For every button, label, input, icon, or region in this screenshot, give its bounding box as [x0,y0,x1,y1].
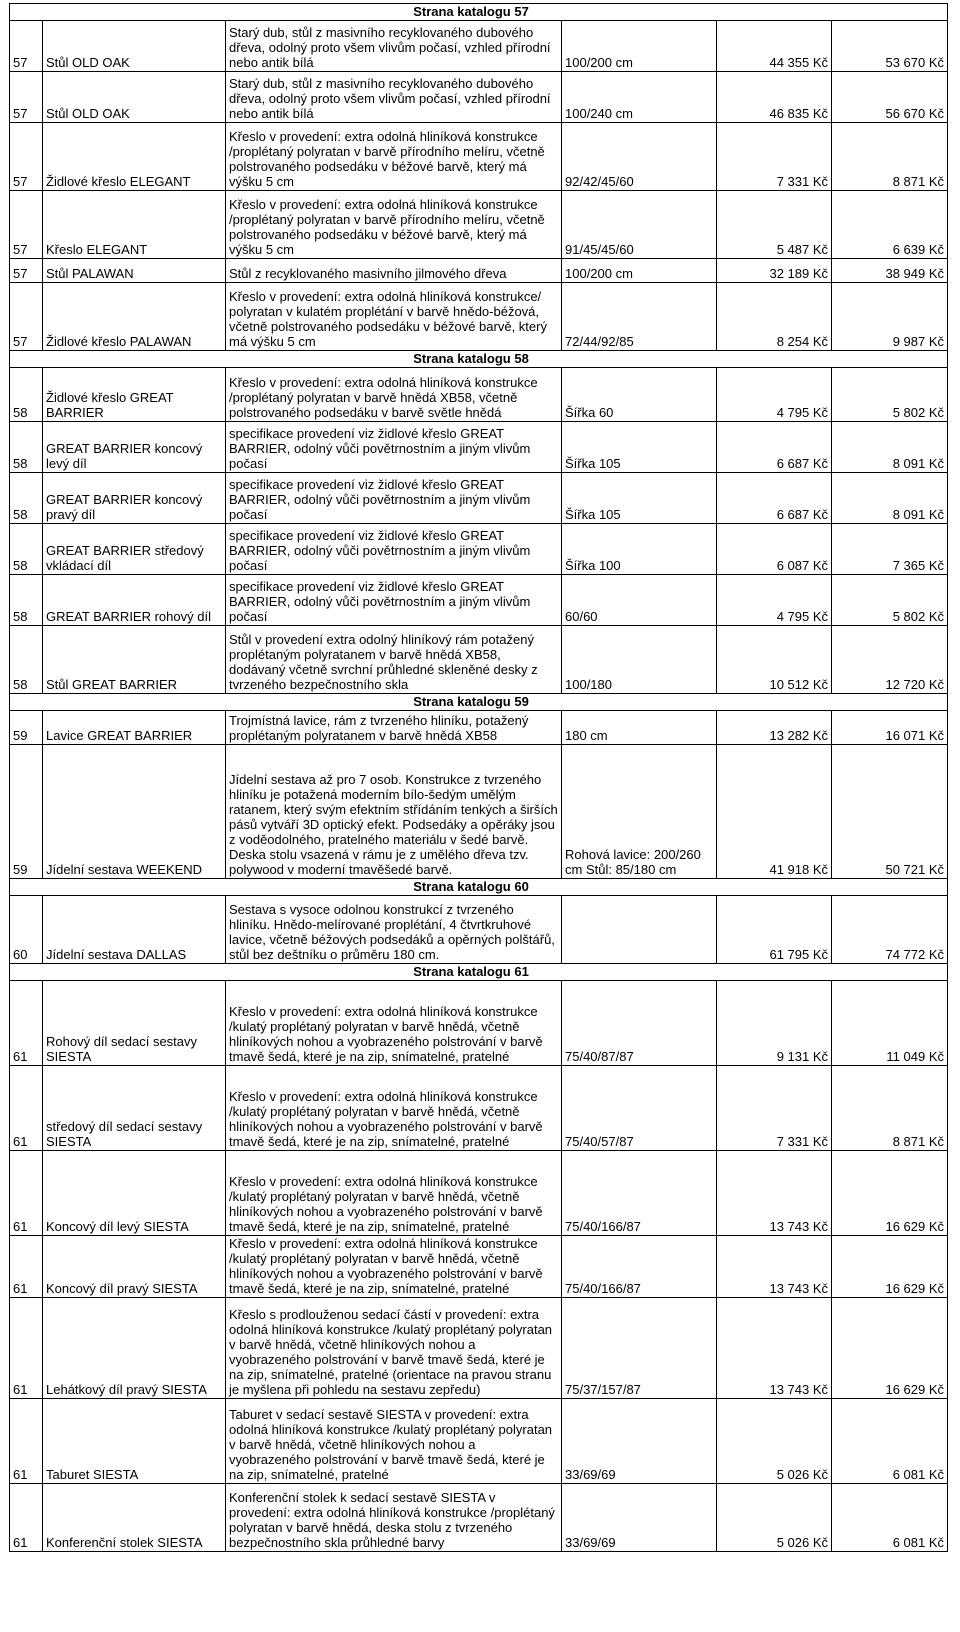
price-with-vat-cell: 16 629 Kč [832,1151,948,1236]
product-name-cell: středový díl sedací sestavy SIESTA [43,1066,226,1151]
price-without-vat-cell: 5 487 Kč [717,191,832,259]
price-without-vat-cell: 61 795 Kč [717,896,832,964]
section-heading: Strana katalogu 60 [226,879,717,896]
price-with-vat-cell: 74 772 Kč [832,896,948,964]
table-row [10,1151,948,1236]
product-name-cell: GREAT BARRIER koncový pravý díl [43,473,226,524]
product-description-cell: Křeslo v provedení: extra odolná hliníková konstrukce /proplétaný polyratan v barvě hnědá XB58, včetně polstrovaného podsedáku v barvě světle hnědá [226,368,562,422]
price-without-vat-cell: 7 331 Kč [717,123,832,191]
product-name-cell: Koncový díl levý SIESTA [43,1151,226,1236]
product-name-cell: Lavice GREAT BARRIER [43,711,226,745]
price-with-vat-cell: 16 071 Kč [832,711,948,745]
dimensions-cell [562,896,717,964]
product-description-cell: Konferenční stolek k sedací sestavě SIESTA v provedení: extra odolná hliníková konstrukce /proplétaný polyratan v barvě hnědá, deska stolu z tvrzeného bezpečnostního skla průhledné barvy [226,1484,562,1552]
table-row [10,283,948,351]
product-name-cell: Stůl OLD OAK [43,72,226,123]
price-with-vat-cell: 12 720 Kč [832,626,948,694]
dimensions-cell: 33/69/69 [562,1484,717,1552]
section-heading: Strana katalogu 57 [226,4,717,21]
product-name-cell: GREAT BARRIER středový vkládací díl [43,524,226,575]
price-with-vat-cell: 5 802 Kč [832,368,948,422]
catalog-page-cell: 61 [10,981,43,1066]
section-heading-row [10,964,948,981]
product-name-cell: Rohový díl sedací sestavy SIESTA [43,981,226,1066]
product-description-cell: Starý dub, stůl z masivního recyklovaného dubového dřeva, odolný proto všem vlivům počasí, vzhled přírodní nebo antik bílá [226,21,562,72]
product-name-cell: Jídelní sestava DALLAS [43,896,226,964]
price-without-vat-cell: 6 687 Kč [717,473,832,524]
product-description-cell: Křeslo v provedení: extra odolná hliníková konstrukce/ polyratan v kulatém proplétání v barvě hnědo-béžová, včetně polstrovaného podsedáku v béžové barvě, který má výšku 5 cm [226,283,562,351]
price-with-vat-cell: 7 365 Kč [832,524,948,575]
dimensions-cell: 72/44/92/85 [562,283,717,351]
price-without-vat-cell: 7 331 Kč [717,1066,832,1151]
price-with-vat-cell: 11 049 Kč [832,981,948,1066]
table-row [10,21,948,72]
dimensions-cell: 100/200 cm [562,259,717,283]
price-with-vat-cell: 8 871 Kč [832,1066,948,1151]
dimensions-cell: Šířka 105 [562,473,717,524]
table-row [10,72,948,123]
product-name-cell: GREAT BARRIER rohový díl [43,575,226,626]
price-without-vat-cell: 13 743 Kč [717,1151,832,1236]
section-heading-row [10,4,948,21]
product-description-cell: Křeslo v provedení: extra odolná hliníková konstrukce /proplétaný polyratan v barvě přírodního melíru, včetně polstrovaného podsedáku v béžové barvě, který má výšku 5 cm [226,191,562,259]
dimensions-cell: 92/42/45/60 [562,123,717,191]
dimensions-cell: 100/200 cm [562,21,717,72]
product-description-cell: Křeslo v provedení: extra odolná hliníková konstrukce /kulatý proplétaný polyratan v barvě hnědá, včetně hliníkových nohou a vyobrazeného polstrování v barvě tmavě šedá, které je na zip, snímatelné, pratelné [226,1066,562,1151]
price-without-vat-cell: 6 687 Kč [717,422,832,473]
product-description-cell: Taburet v sedací sestavě SIESTA v provedení: extra odolná hliníková konstrukce /kulatý proplétaný polyratan v barvě hnědá, včetně hliníkových nohou a vyobrazeného polstrování v barvě tmavě šedá, které je na zip, snímatelné, pratelné [226,1399,562,1484]
section-heading: Strana katalogu 58 [226,351,717,368]
dimensions-cell: 75/37/157/87 [562,1298,717,1399]
catalog-page-cell: 57 [10,123,43,191]
product-description-cell: Křeslo v provedení: extra odolná hliníková konstrukce /proplétaný polyratan v barvě přírodního melíru, včetně polstrovaného podsedáku v béžové barvě, který má výšku 5 cm [226,123,562,191]
price-with-vat-cell: 8 091 Kč [832,422,948,473]
dimensions-cell: 75/40/166/87 [562,1236,717,1298]
price-without-vat-cell: 5 026 Kč [717,1399,832,1484]
catalog-page-cell: 59 [10,745,43,879]
product-description-cell: Křeslo v provedení: extra odolná hliníková konstrukce /kulatý proplétaný polyratan v barvě hnědá, včetně hliníkových nohou a vyobrazeného polstrování v barvě tmavě šedá, které je na zip, snímatelné, pratelné [226,1236,562,1298]
price-without-vat-cell: 46 835 Kč [717,72,832,123]
dimensions-cell: 75/40/87/87 [562,981,717,1066]
product-name-cell: Židlové křeslo ELEGANT [43,123,226,191]
dimensions-cell: Rohová lavice: 200/260 cm Stůl: 85/180 cm [562,745,717,879]
section-heading-row [10,694,948,711]
catalog-page-cell: 60 [10,896,43,964]
table-row [10,981,948,1066]
section-heading: Strana katalogu 59 [226,694,717,711]
product-description-cell: specifikace provedení viz židlové křeslo GREAT BARRIER, odolný vůči povětrnostním a jiným vlivům počasí [226,575,562,626]
price-without-vat-cell: 41 918 Kč [717,745,832,879]
catalog-page-cell: 61 [10,1298,43,1399]
table-row [10,1066,948,1151]
product-description-cell: Křeslo s prodlouženou sedací částí v provedení: extra odolná hliníková konstrukce /kulatý proplétaný polyratan v barvě hnědá, včetně hliníkových nohou a vyobrazeného polstrování v barvě tmavě šedá, které je na zip, snímatelné, pratelné (orientace na pravou stranu je myšlena při pohledu na sestavu zepředu) [226,1298,562,1399]
table-row [10,1298,948,1399]
table-row [10,745,948,879]
table-row [10,123,948,191]
price-without-vat-cell: 44 355 Kč [717,21,832,72]
price-with-vat-cell: 56 670 Kč [832,72,948,123]
product-name-cell: Taburet SIESTA [43,1399,226,1484]
table-row [10,575,948,626]
table-row [10,524,948,575]
catalog-page-cell: 58 [10,368,43,422]
product-name-cell: GREAT BARRIER koncový levý díl [43,422,226,473]
price-with-vat-cell: 6 639 Kč [832,191,948,259]
price-with-vat-cell: 9 987 Kč [832,283,948,351]
product-name-cell: Jídelní sestava WEEKEND [43,745,226,879]
product-description-cell: Starý dub, stůl z masivního recyklovaného dubového dřeva, odolný proto všem vlivům počasí, vzhled přírodní nebo antik bílá [226,72,562,123]
product-description-cell: Sestava s vysoce odolnou konstrukcí z tvrzeného hliníku. Hnědo-melírované proplétání, 4 čtvrtkruhové lavice, včetně béžových podsedáků a opěrných polštářů, stůl bez deštníku o průměru 180 cm. [226,896,562,964]
product-name-cell: Stůl OLD OAK [43,21,226,72]
catalog-page-cell: 58 [10,422,43,473]
section-heading-row [10,351,948,368]
dimensions-cell: 91/45/45/60 [562,191,717,259]
product-description-cell: Křeslo v provedení: extra odolná hliníková konstrukce /kulatý proplétaný polyratan v barvě hnědá, včetně hliníkových nohou a vyobrazeného polstrování v barvě tmavě šedá, které je na zip, snímatelné, pratelné [226,1151,562,1236]
dimensions-cell: 75/40/166/87 [562,1151,717,1236]
product-name-cell: Stůl PALAWAN [43,259,226,283]
product-description-cell: Stůl z recyklovaného masivního jilmového dřeva [226,259,562,283]
price-table [9,3,948,1552]
price-without-vat-cell: 4 795 Kč [717,368,832,422]
dimensions-cell: 60/60 [562,575,717,626]
catalog-page-cell: 58 [10,473,43,524]
product-description-cell: specifikace provedení viz židlové křeslo GREAT BARRIER, odolný vůči povětrnostním a jiným vlivům počasí [226,524,562,575]
catalog-page-cell: 59 [10,711,43,745]
dimensions-cell: 100/240 cm [562,72,717,123]
product-name-cell: Koncový díl pravý SIESTA [43,1236,226,1298]
catalog-page-cell: 58 [10,524,43,575]
dimensions-cell: 75/40/57/87 [562,1066,717,1151]
catalog-page-cell: 58 [10,626,43,694]
product-name-cell: Stůl GREAT BARRIER [43,626,226,694]
table-row [10,191,948,259]
product-description-cell: Trojmístná lavice, rám z tvrzeného hliníku, potažený proplétaným polyratanem v barvě hnědá XB58 [226,711,562,745]
price-without-vat-cell: 8 254 Kč [717,283,832,351]
product-description-cell: specifikace provedení viz židlové křeslo GREAT BARRIER, odolný vůči povětrnostním a jiným vlivům počasí [226,422,562,473]
price-with-vat-cell: 53 670 Kč [832,21,948,72]
price-list-sheet [9,3,947,1552]
catalog-page-cell: 61 [10,1399,43,1484]
price-without-vat-cell: 9 131 Kč [717,981,832,1066]
price-with-vat-cell: 8 091 Kč [832,473,948,524]
price-without-vat-cell: 4 795 Kč [717,575,832,626]
price-with-vat-cell: 16 629 Kč [832,1236,948,1298]
price-with-vat-cell: 6 081 Kč [832,1399,948,1484]
product-name-cell: Konferenční stolek SIESTA [43,1484,226,1552]
catalog-page-cell: 58 [10,575,43,626]
price-with-vat-cell: 5 802 Kč [832,575,948,626]
table-row [10,473,948,524]
price-table-body [10,4,948,1552]
dimensions-cell: Šířka 60 [562,368,717,422]
product-name-cell: Židlové křeslo GREAT BARRIER [43,368,226,422]
price-without-vat-cell: 10 512 Kč [717,626,832,694]
catalog-page-cell: 57 [10,72,43,123]
price-without-vat-cell: 13 743 Kč [717,1298,832,1399]
price-with-vat-cell: 38 949 Kč [832,259,948,283]
price-with-vat-cell: 6 081 Kč [832,1484,948,1552]
dimensions-cell: Šířka 105 [562,422,717,473]
product-description-cell: Stůl v provedení extra odolný hliníkový rám potažený proplétaným polyratanem v barvě hnědá XB58, dodávaný včetně svrchní průhledné skleněné desky z tvrzeného bezpečnostního skla [226,626,562,694]
price-without-vat-cell: 13 743 Kč [717,1236,832,1298]
section-heading-row [10,879,948,896]
catalog-page-cell: 57 [10,283,43,351]
price-with-vat-cell: 50 721 Kč [832,745,948,879]
product-description-cell: Jídelní sestava až pro 7 osob. Konstrukce z tvrzeného hliníku je potažená moderním bílo-šedým umělým ratanem, který svým efektním střídáním tenkých a širších pásů vytváří 3D optický efekt. Podsedáky a opěráky jsou z voděodolného, pratelného materiálu v šedé barvě. Deska stolu vsazená v rámu je z umělého dřeva tzv. polywood v moderní tmavěšedé barvě. [226,745,562,879]
price-without-vat-cell: 6 087 Kč [717,524,832,575]
table-row [10,896,948,964]
table-row [10,1399,948,1484]
dimensions-cell: 33/69/69 [562,1399,717,1484]
dimensions-cell: Šířka 100 [562,524,717,575]
catalog-page-cell: 57 [10,191,43,259]
price-with-vat-cell: 16 629 Kč [832,1298,948,1399]
section-heading: Strana katalogu 61 [226,964,717,981]
product-description-cell: specifikace provedení viz židlové křeslo GREAT BARRIER, odolný vůči povětrnostním a jiným vlivům počasí [226,473,562,524]
dimensions-cell: 100/180 [562,626,717,694]
catalog-page-cell: 61 [10,1151,43,1236]
catalog-page-cell: 61 [10,1236,43,1298]
product-name-cell: Křeslo ELEGANT [43,191,226,259]
table-row [10,368,948,422]
table-row [10,1484,948,1552]
catalog-page-cell: 61 [10,1484,43,1552]
dimensions-cell: 180 cm [562,711,717,745]
table-row [10,259,948,283]
table-row [10,1236,948,1298]
product-name-cell: Lehátkový díl pravý SIESTA [43,1298,226,1399]
price-without-vat-cell: 5 026 Kč [717,1484,832,1552]
table-row [10,711,948,745]
catalog-page-cell: 57 [10,259,43,283]
table-row [10,626,948,694]
catalog-page-cell: 61 [10,1066,43,1151]
product-description-cell: Křeslo v provedení: extra odolná hliníková konstrukce /kulatý proplétaný polyratan v barvě hnědá, včetně hliníkových nohou a vyobrazeného polstrování v barvě tmavě šedá, které je na zip, snímatelné, pratelné [226,981,562,1066]
product-name-cell: Židlové křeslo PALAWAN [43,283,226,351]
table-row [10,422,948,473]
catalog-page-cell: 57 [10,21,43,72]
price-without-vat-cell: 13 282 Kč [717,711,832,745]
price-with-vat-cell: 8 871 Kč [832,123,948,191]
price-without-vat-cell: 32 189 Kč [717,259,832,283]
